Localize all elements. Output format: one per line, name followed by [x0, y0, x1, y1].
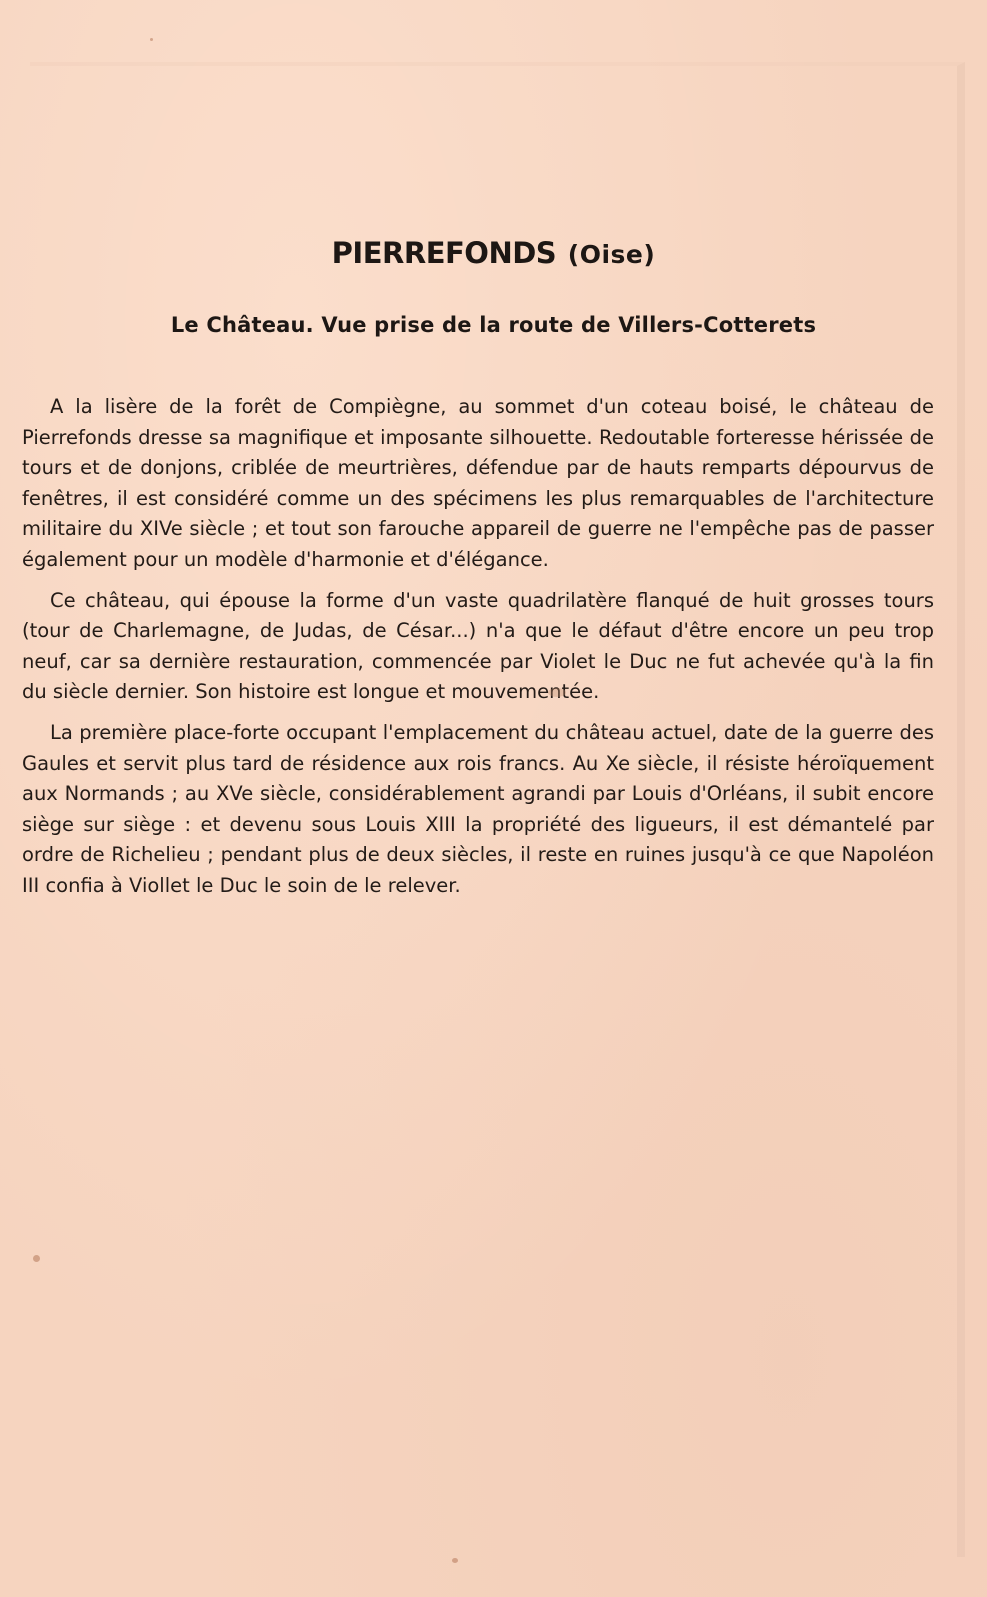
- page-subtitle: Le Château. Vue prise de la route de Villers-Cotterets: [170, 313, 817, 337]
- paragraph-3: La première place-forte occupant l'emplacement du château actuel, date de la guerre des Gaules et servit plus tard de résidence aux rois francs. Au Xe siècle, il résiste héroïquement aux Normands ; au XVe siècle, considérablement agrandi par Louis d'Orléans, il subit encore siège sur siège : et devenu sous Louis XIII la propriété des ligueurs, il est démantelé par ordre de Richelieu ; pendant plus de deux siècles, il reste en ruines jusqu'à ce que Napoléon III confia à Viollet le Duc le soin de le relever.: [22, 720, 934, 897]
- page-title: [0, 236, 987, 270]
- title-place: PIERREFONDS: [331, 236, 557, 270]
- paper-speck: [150, 38, 153, 41]
- paragraph-1: A la lisère de la forêt de Compiègne, au sommet d'un coteau boisé, le château de Pierrefonds dresse sa magnifique et imposante silhouette. Redoutable forteresse hérissée de tours et de donjons, criblée de meurtrières, défendue par de hauts remparts dépourvus de fenêtres, il est considéré comme un des spécimens les plus remarquables de l'architecture militaire du XIVe siècle ; et tout son farouche appareil de guerre ne l'empêche pas de passer également pour un modèle d'harmonie et d'élégance.: [22, 395, 934, 571]
- paper-speck: [548, 688, 566, 697]
- paper-speck: [33, 1255, 40, 1262]
- title-department: (Oise): [567, 240, 656, 269]
- paragraph-2: Ce château, qui épouse la forme d'un vaste quadrilatère flanqué de huit grosses tours (tour de Charlemagne, de Judas, de César...) n'a que le défaut d'être encore un peu trop neuf, car sa dernière restauration, commencée par Violet le Duc ne fut achevée qu'à la fin du siècle dernier. Son histoire est longue et mouvementée.: [22, 588, 934, 704]
- body-text: [22, 392, 934, 912]
- paper-speck: [452, 1558, 458, 1563]
